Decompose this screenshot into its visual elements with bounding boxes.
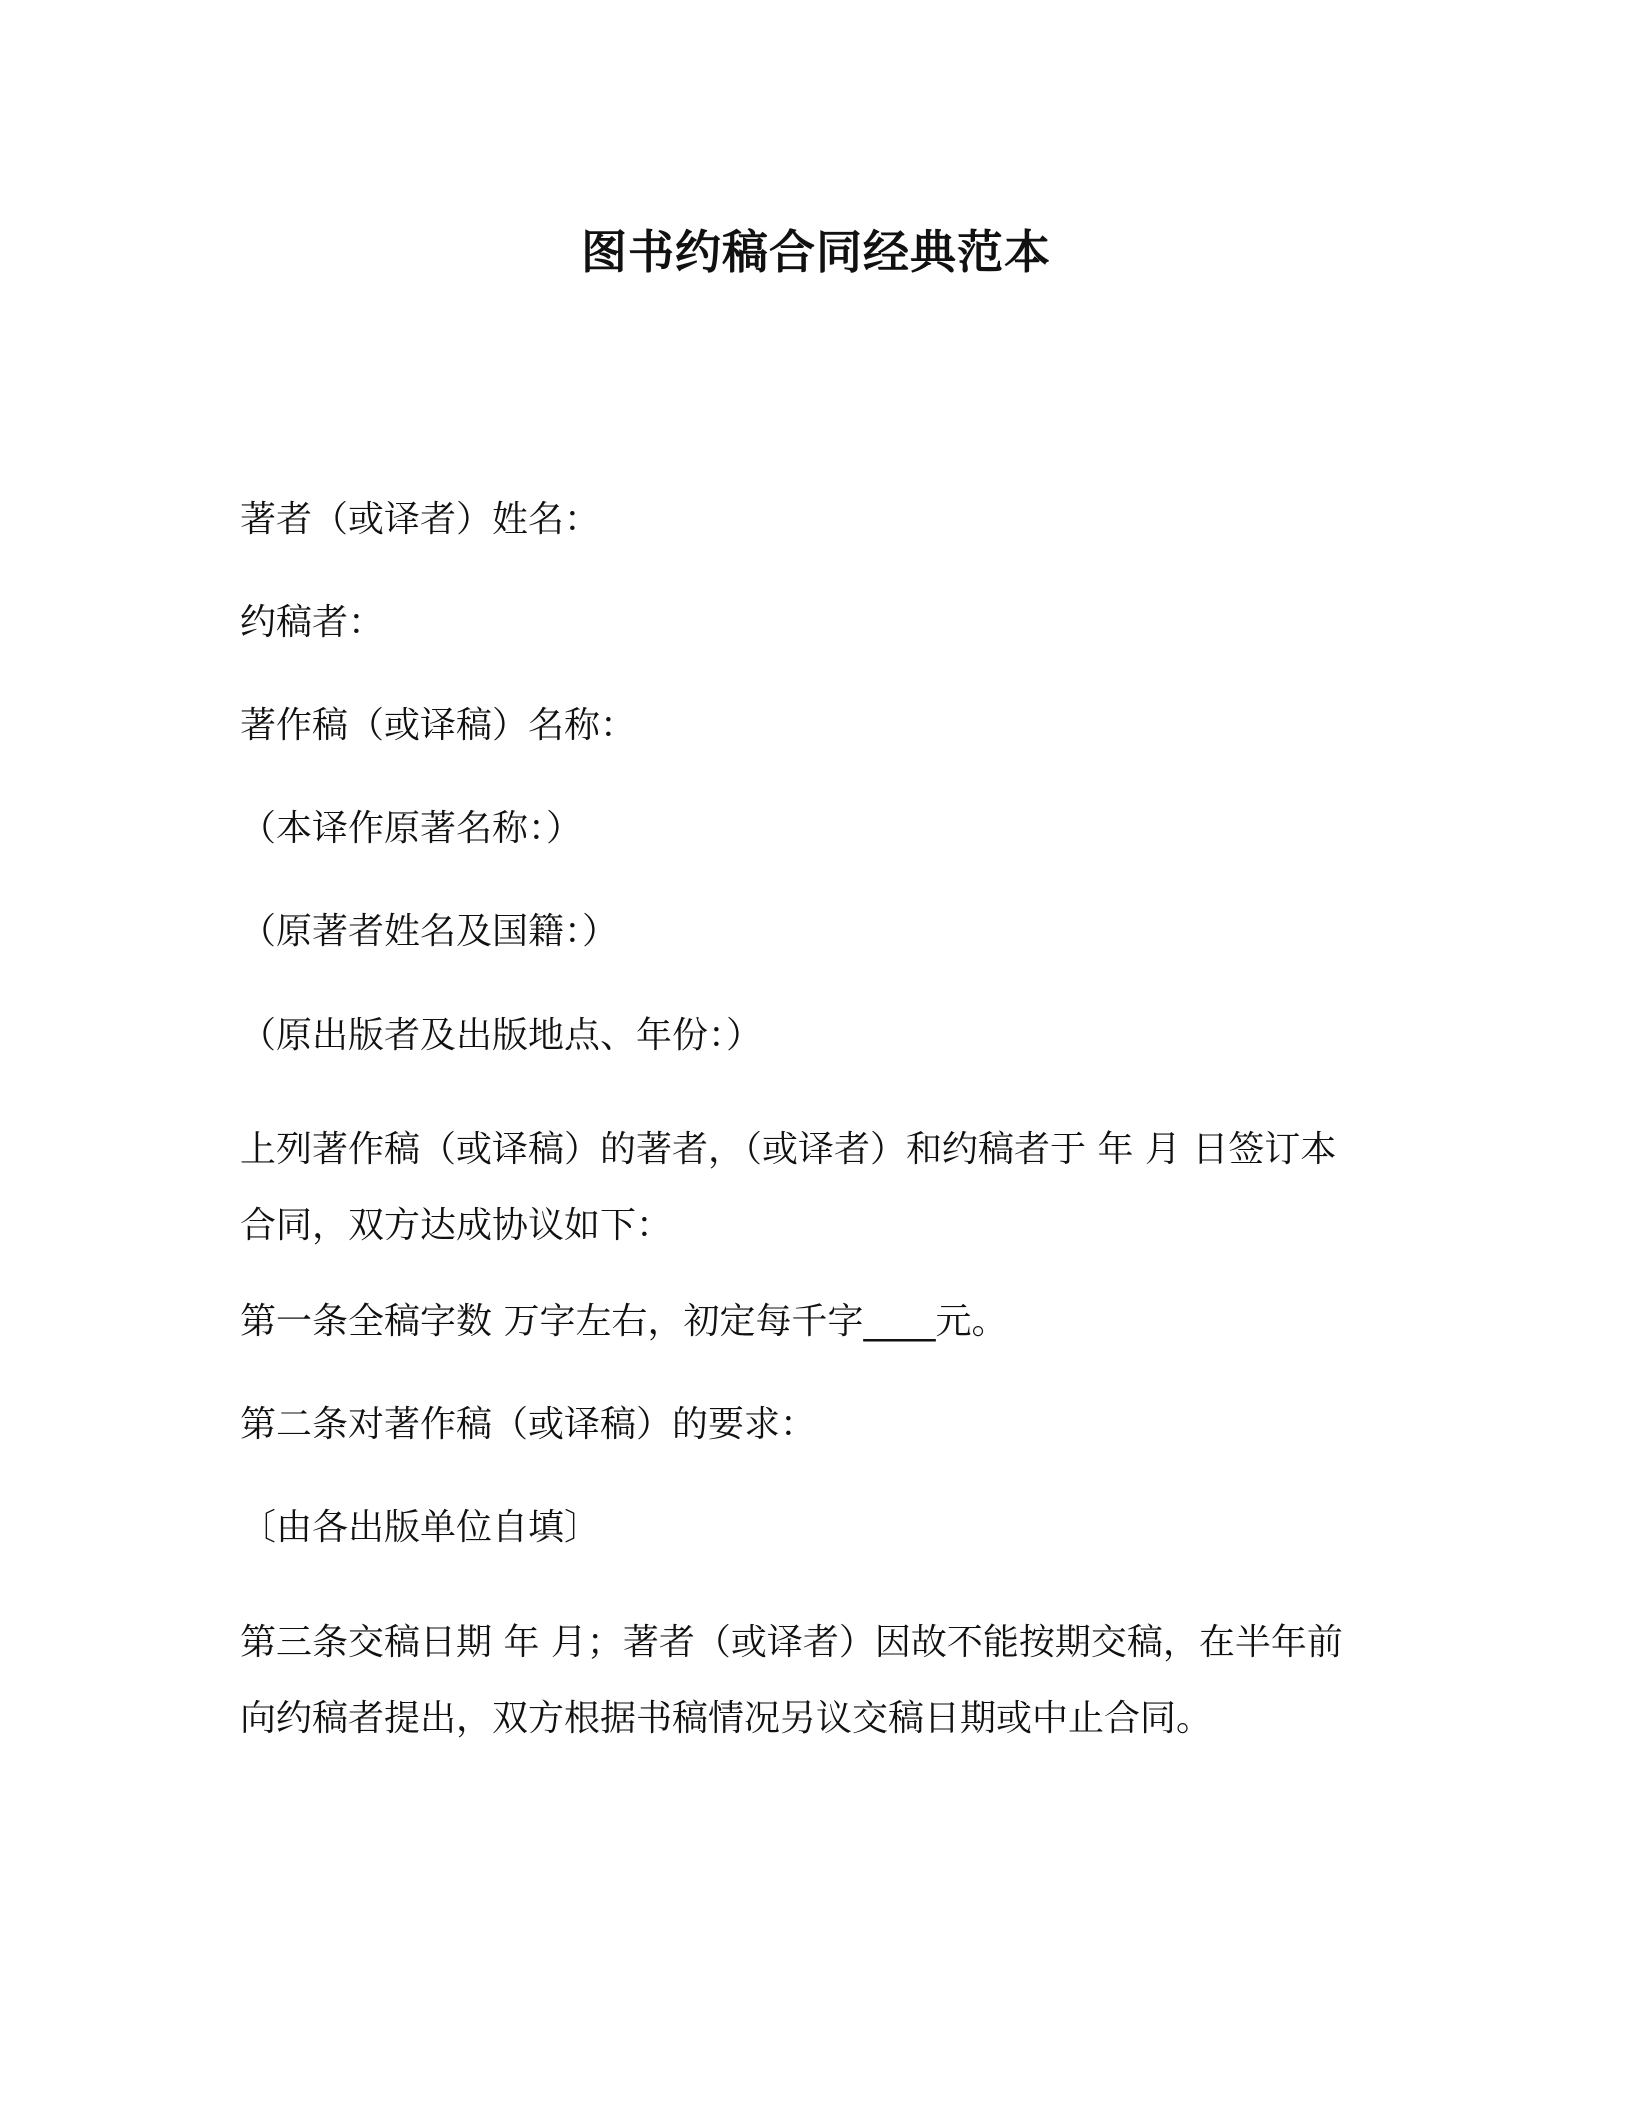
original-author-line: （原著者姓名及国籍：） — [240, 911, 619, 952]
work-name-line: 著作稿（或译稿）名称： — [240, 705, 637, 746]
original-title-line: （本译作原著名称：） — [240, 808, 583, 849]
intro-line-2: 合同，双方达成协议如下： — [240, 1205, 673, 1246]
article-1: 第一条全稿字数 万字左右，初定每千字____元。 — [240, 1301, 1008, 1342]
document-title: 图书约稿合同经典范本 — [581, 225, 1051, 279]
commissioner-line: 约稿者： — [240, 602, 385, 643]
article-3-paragraph — [240, 1605, 1400, 1757]
article-2: 第二条对著作稿（或译稿）的要求： — [240, 1404, 817, 1445]
author-name-line: 著者（或译者）姓名： — [240, 499, 601, 540]
intro-paragraph — [240, 1112, 1400, 1264]
intro-line-1: 上列著作稿（或译稿）的著者，（或译者）和约稿者于 年 月 日签订本 — [240, 1129, 1337, 1170]
article-2-note: 〔由各出版单位自填〕 — [240, 1507, 601, 1548]
article-3-line-2: 向约稿者提出，双方根据书稿情况另议交稿日期或中止合同。 — [240, 1698, 1213, 1739]
original-publisher-line: （原出版者及出版地点、年份：） — [240, 1015, 763, 1056]
article-3-line-1: 第三条交稿日期 年 月；著者（或译者）因故不能按期交稿，在半年前 — [240, 1622, 1343, 1663]
